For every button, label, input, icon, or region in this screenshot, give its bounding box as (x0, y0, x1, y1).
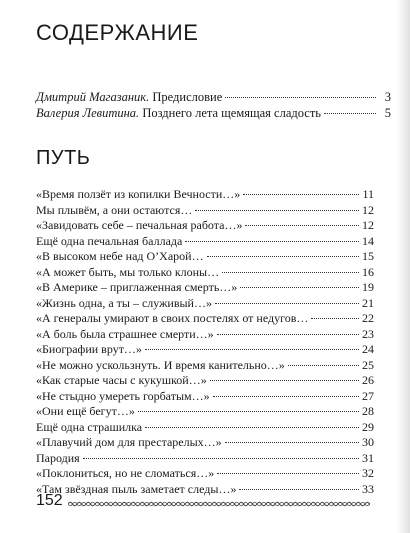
dot-leader (222, 272, 359, 273)
intro-page: 3 (384, 90, 391, 104)
entry-page: 27 (362, 388, 374, 403)
entry-title: «Завидовать себе – печальная работа…» (36, 218, 243, 232)
dot-leader (225, 97, 376, 98)
section-title: ПУТЬ (36, 147, 91, 169)
entry-page: 31 (362, 450, 374, 465)
entry-title: «Не можно ускользнуть. И время канительно…» (36, 357, 285, 372)
entry-page: 14 (362, 233, 374, 248)
dot-leader (245, 225, 359, 226)
toc-entry (36, 389, 374, 405)
dot-leader (185, 241, 359, 242)
dot-leader (210, 380, 359, 381)
toc-entry (36, 265, 374, 281)
dot-leader (195, 210, 359, 211)
toc-entry (36, 373, 374, 389)
toc-entry (36, 451, 374, 467)
entry-title: «А боль была страшнее смерти…» (36, 326, 214, 341)
dot-leader (240, 287, 359, 288)
intro-item (36, 89, 391, 105)
intro-page: 5 (384, 106, 391, 120)
entry-title: Ещё одна страшилка (36, 419, 143, 434)
entry-page: 19 (362, 280, 374, 294)
intro-title: Позднего лета щемящая сладость (142, 106, 322, 120)
dot-leader (217, 334, 359, 335)
toc-entry (36, 466, 374, 482)
toc-entry (36, 358, 374, 374)
toc-entry (36, 280, 374, 296)
dot-leader (145, 427, 359, 428)
entry-title: «Плавучий дом для престарелых…» (36, 435, 222, 449)
dot-leader (239, 489, 359, 490)
dot-leader (83, 458, 359, 459)
entry-page: 28 (362, 404, 374, 418)
entry-title: «Там звёздная пыль заметает следы…» (36, 481, 237, 496)
entry-page: 24 (362, 342, 374, 356)
entry-page: 26 (362, 373, 374, 387)
dot-leader (324, 113, 376, 114)
toc-entry (36, 420, 374, 436)
entry-title: «А генералы умирают в своих постелях от недугов… (36, 311, 309, 325)
entry-title: Ещё одна печальная баллада (36, 233, 183, 248)
intro-item (36, 105, 391, 121)
entry-title: Пародия (36, 450, 80, 465)
entry-title: Мы плывём, а они остаются… (36, 202, 193, 217)
entry-page: 32 (362, 466, 374, 480)
entry-page: 21 (362, 295, 374, 310)
page-number: 152 (36, 492, 63, 509)
toc-entry (36, 482, 374, 498)
entry-title: «Жизнь одна, а ты – служивый…» (36, 295, 212, 310)
entry-title: «Биографии врут…» (36, 342, 142, 356)
toc-entry (36, 435, 374, 451)
toc-entry (36, 311, 374, 327)
dot-leader (217, 473, 359, 474)
dot-leader (225, 442, 359, 443)
toc-entry (36, 187, 374, 203)
dot-leader (243, 194, 359, 195)
toc-list (36, 187, 374, 497)
dot-leader (213, 396, 359, 397)
dot-leader (311, 318, 359, 319)
toc-entry (36, 296, 374, 312)
entry-title: «Они ещё бегут…» (36, 404, 135, 418)
entry-title: «А может быть, мы только клоны… (36, 264, 220, 279)
entry-page: 16 (362, 264, 374, 279)
dot-leader (138, 411, 359, 412)
entry-page: 12 (362, 202, 374, 217)
toc-entry (36, 327, 374, 343)
intro-list (36, 89, 391, 121)
entry-page: 30 (362, 435, 374, 449)
entry-page: 11 (362, 187, 374, 201)
entry-title: «В Америке – приглаженная смерть…» (36, 280, 238, 294)
page-edge-shadow (396, 0, 410, 533)
entry-page: 22 (362, 311, 374, 325)
dot-leader (207, 256, 359, 257)
intro-author: Дмитрий Магазаник. (36, 90, 150, 104)
toc-entry (36, 249, 374, 265)
entry-page: 29 (362, 419, 374, 434)
entry-title: «Поклониться, но не сломаться…» (36, 466, 215, 480)
toc-entry (36, 404, 374, 420)
entry-title: «В высоком небе над О’Харой… (36, 249, 204, 263)
entry-title: «Как старые часы с кукушкой…» (36, 373, 207, 387)
toc-entry (36, 203, 374, 219)
dot-leader (288, 365, 359, 366)
dot-leader (145, 349, 359, 350)
intro-title: Предисловие (152, 90, 223, 104)
entry-page: 33 (362, 481, 374, 496)
entry-page: 15 (362, 249, 374, 263)
intro-author: Валерия Левитина. (36, 106, 140, 120)
dot-leader (215, 303, 359, 304)
entry-page: 23 (362, 326, 374, 341)
ornament-divider (68, 500, 370, 508)
entry-page: 25 (362, 357, 374, 372)
entry-page: 12 (362, 218, 374, 232)
page-title: СОДЕРЖАНИЕ (36, 20, 199, 45)
toc-entry (36, 218, 374, 234)
entry-title: «Не стыдно умереть горбатым…» (36, 388, 210, 403)
entry-title: «Время ползёт из копилки Вечности…» (36, 187, 241, 201)
toc-entry (36, 234, 374, 250)
toc-entry (36, 342, 374, 358)
